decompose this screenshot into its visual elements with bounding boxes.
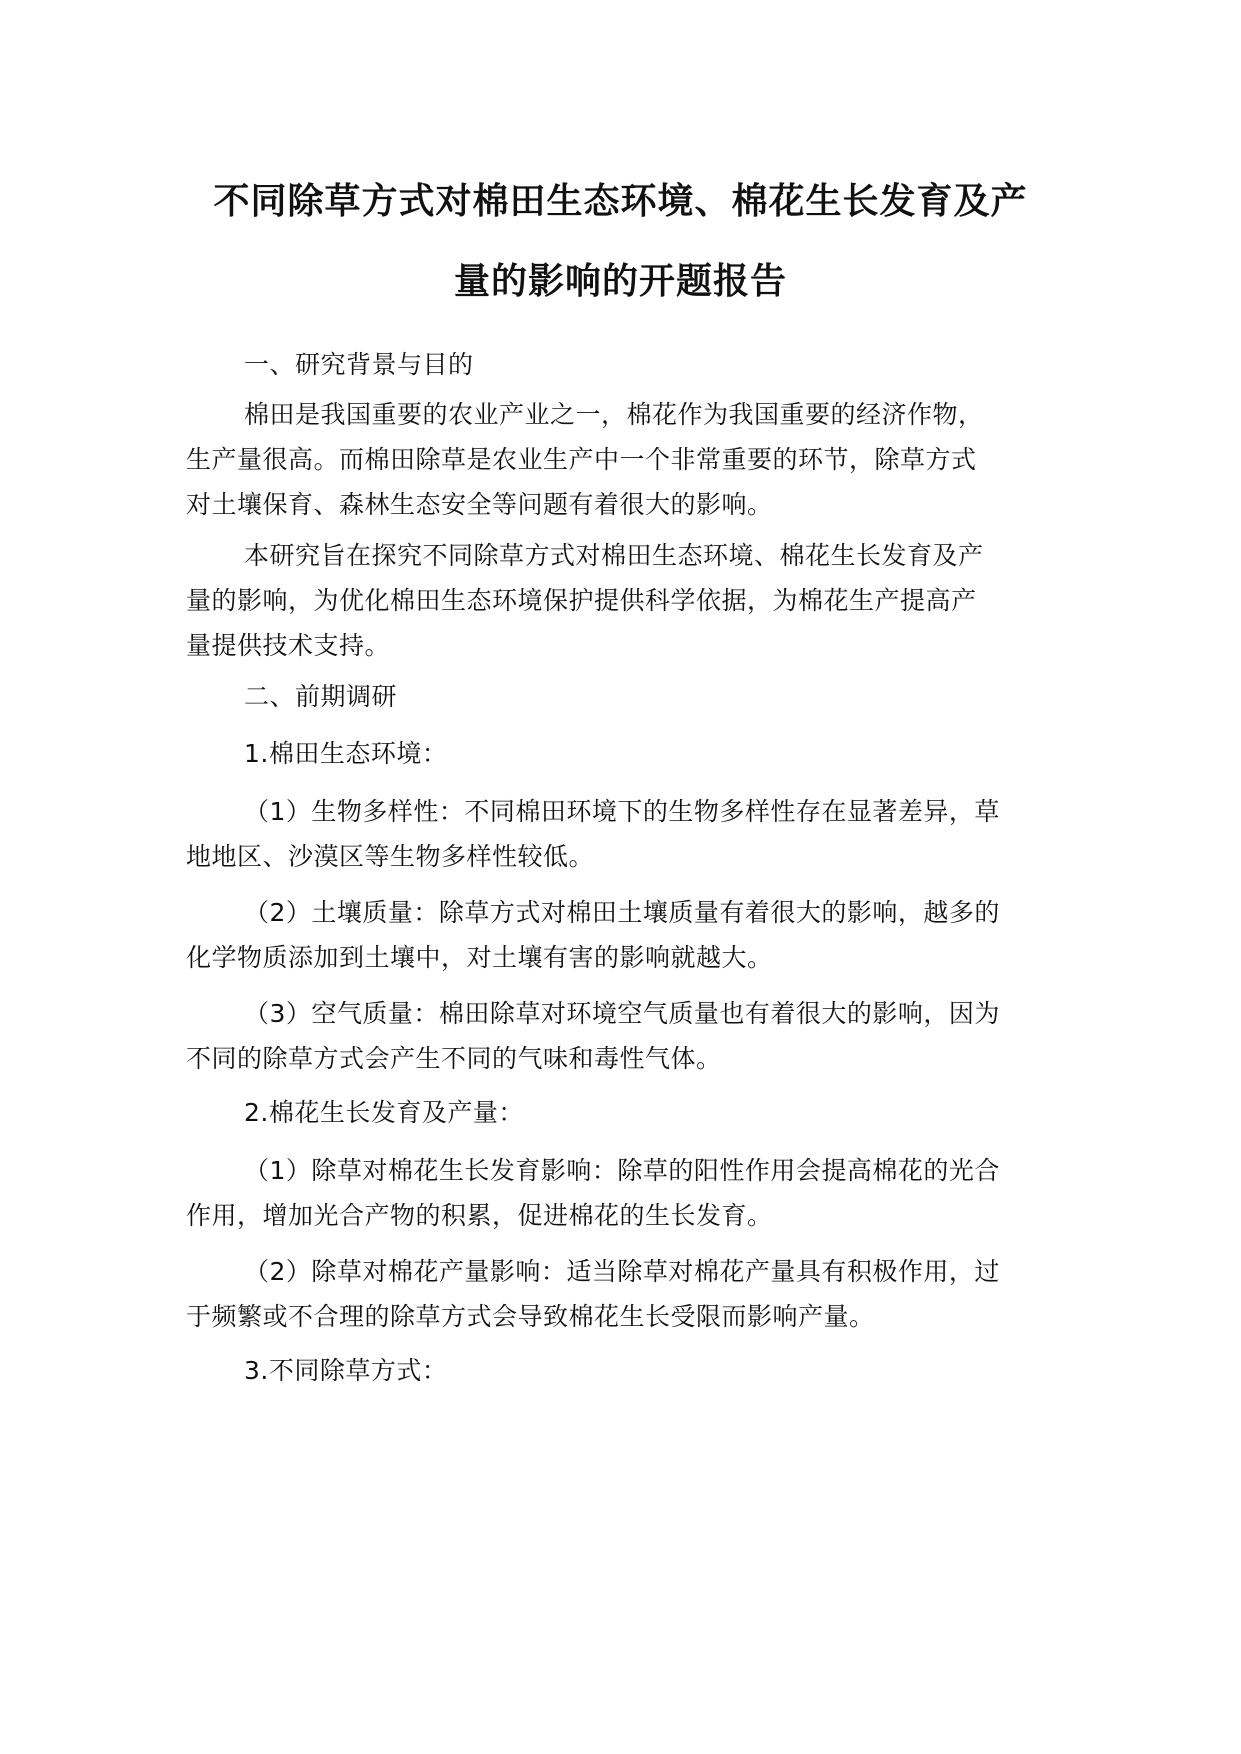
heading-line: 一、研究背景与目的 bbox=[244, 350, 474, 379]
section-heading-research bbox=[186, 674, 1056, 719]
item-biodiversity bbox=[186, 789, 1056, 879]
document-title-line-2: 量的影响的开题报告 bbox=[453, 261, 787, 302]
paragraph-line: （1）除草对棉花生长发育影响：除草的阳性作用会提高棉花的光合 bbox=[244, 1156, 1000, 1185]
subheading-line: 2.棉花生长发育及产量： bbox=[244, 1098, 524, 1127]
paragraph-line: （3）空气质量：棉田除草对环境空气质量也有着很大的影响，因为 bbox=[244, 999, 1000, 1028]
paragraph-background bbox=[186, 392, 1056, 527]
paragraph-line: 不同的除草方式会产生不同的气味和毒性气体。 bbox=[186, 1044, 722, 1073]
subheading-weeding-methods bbox=[186, 1348, 1056, 1393]
paragraph-line: 作用，增加光合产物的积累，促进棉花的生长发育。 bbox=[186, 1201, 773, 1230]
subheading-line: 3.不同除草方式： bbox=[244, 1356, 448, 1385]
paragraph-line: 对土壤保育、森林生态安全等问题有着很大的影响。 bbox=[186, 490, 773, 519]
paragraph-line: 生产量很高。而棉田除草是农业生产中一个非常重要的环节，除草方式 bbox=[186, 445, 977, 474]
section-heading-background bbox=[186, 342, 1056, 387]
item-soil-quality bbox=[186, 890, 1056, 980]
subheading-cotton-growth bbox=[186, 1090, 1056, 1135]
subheading-ecology bbox=[186, 731, 1056, 776]
paragraph-line: 量提供技术支持。 bbox=[186, 631, 391, 660]
subheading-line: 1.棉田生态环境： bbox=[244, 739, 448, 768]
paragraph-line: 地地区、沙漠区等生物多样性较低。 bbox=[186, 842, 595, 871]
item-yield-effect bbox=[186, 1249, 1056, 1339]
document-title-line-1: 不同除草方式对棉田生态环境、棉花生长发育及产 bbox=[213, 181, 1028, 222]
paragraph-line: 量的影响，为优化棉田生态环境保护提供科学依据，为棉花生产提高产 bbox=[186, 586, 977, 615]
item-growth-effect bbox=[186, 1148, 1056, 1238]
item-air-quality bbox=[186, 991, 1056, 1081]
paragraph-line: 棉田是我国重要的农业产业之一，棉花作为我国重要的经济作物， bbox=[244, 400, 984, 429]
paragraph-line: （1）生物多样性：不同棉田环境下的生物多样性存在显著差异，草 bbox=[244, 797, 1000, 826]
paragraph-line: （2）土壤质量：除草方式对棉田土壤质量有着很大的影响，越多的 bbox=[244, 898, 1000, 927]
paragraph-line: 化学物质添加到土壤中，对土壤有害的影响就越大。 bbox=[186, 943, 773, 972]
paragraph-line: 于频繁或不合理的除草方式会导致棉花生长受限而影响产量。 bbox=[186, 1302, 875, 1331]
paragraph-line: （2）除草对棉花产量影响：适当除草对棉花产量具有积极作用，过 bbox=[244, 1257, 1000, 1286]
paragraph-objective bbox=[186, 533, 1056, 668]
heading-line: 二、前期调研 bbox=[244, 682, 398, 711]
paragraph-line: 本研究旨在探究不同除草方式对棉田生态环境、棉花生长发育及产 bbox=[244, 541, 984, 570]
